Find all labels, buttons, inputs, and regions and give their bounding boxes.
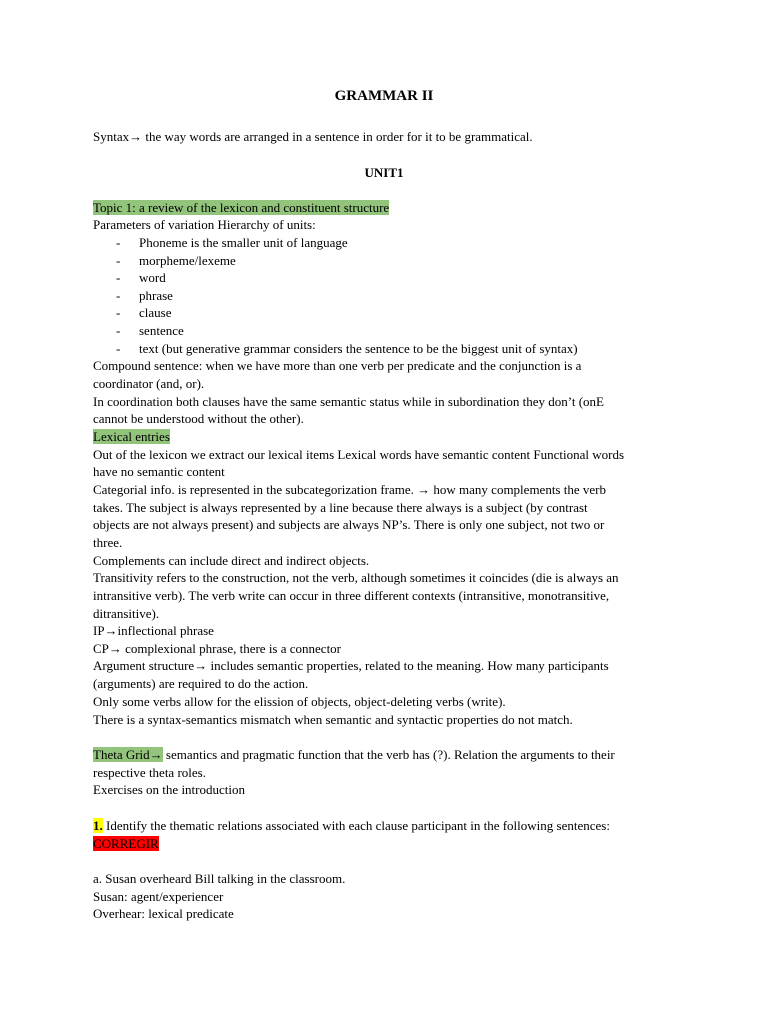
ip-line: IP→inflectional phrase <box>93 623 214 638</box>
argument-line-2: (arguments) are required to do the action. <box>93 676 309 691</box>
elision-line: Only some verbs allow for the elission of objects, object-deleting verbs (write). <box>93 694 506 709</box>
exercise-1-number: 1. <box>93 818 103 833</box>
compound-line-1: Compound sentence: when we have more than one verb per predicate and the conjunction is a <box>93 358 582 373</box>
list-item: text (but generative grammar considers the sentence to be the biggest unit of syntax) <box>139 341 578 356</box>
bullet-dash: - <box>116 270 121 285</box>
theta-grid-highlight: Theta Grid→ <box>93 747 163 762</box>
bullet-dash: - <box>116 235 121 250</box>
theta-grid-text: semantics and pragmatic function that the verb has (?). Relation the arguments to their <box>162 747 615 762</box>
params-line: Parameters of variation Hierarchy of units: <box>93 217 316 232</box>
susan-line: Susan: agent/experiencer <box>93 889 224 904</box>
lexical-entries-highlight: Lexical entries <box>93 429 170 444</box>
list-item: phrase <box>139 288 173 303</box>
exercise-1-text: Identify the thematic relations associated with each clause participant in the following sentences: <box>102 818 610 833</box>
theta-grid-line <box>93 746 615 764</box>
categorial-line-2: takes. The subject is always represented by a line because there always is a subject (by contrast <box>93 500 588 515</box>
categorial-line-3: objects are not always present) and subjects are always NP’s. There is only one subject, not two or <box>93 517 605 532</box>
argument-line-1: Argument structure→ includes semantic properties, related to the meaning. How many participants <box>93 658 609 673</box>
bullet-dash: - <box>116 253 121 268</box>
lexicon-line-1: Out of the lexicon we extract our lexical items Lexical words have semantic content Functional words <box>93 447 625 462</box>
overhear-line: Overhear: lexical predicate <box>93 906 234 921</box>
categorial-line-4: three. <box>93 535 123 550</box>
list-item: sentence <box>139 323 184 338</box>
lexical-entries-heading <box>93 428 170 446</box>
bullet-dash: - <box>116 341 121 356</box>
topic1-heading <box>93 199 389 217</box>
complements-line: Complements can include direct and indirect objects. <box>93 553 370 568</box>
corregir-highlight: CORREGIR <box>93 836 159 851</box>
transitivity-line-1: Transitivity refers to the construction, not the verb, although sometimes it coincides (die is always an <box>93 570 619 585</box>
theta-line-2: respective theta roles. <box>93 765 206 780</box>
categorial-line-1: Categorial info. is represented in the subcategorization frame. → how many complements the verb <box>93 482 606 497</box>
topic1-highlight: Topic 1: a review of the lexicon and constituent structure <box>93 200 390 215</box>
unit-heading: UNIT1 <box>364 165 404 180</box>
syntax-definition: Syntax→ the way words are arranged in a sentence in order for it to be grammatical. <box>93 129 533 144</box>
transitivity-line-2: intransitive verb). The verb write can occur in three different contexts (intransitive, monotransitive, <box>93 588 610 603</box>
bullet-dash: - <box>116 288 121 303</box>
list-item: word <box>139 270 166 285</box>
exercises-line: Exercises on the introduction <box>93 782 245 797</box>
coordination-line-2: cannot be understood without the other). <box>93 411 304 426</box>
exercise-1-line <box>93 817 610 835</box>
list-item: clause <box>139 305 172 320</box>
mismatch-line: There is a syntax-semantics mismatch when semantic and syntactic properties do not match. <box>93 712 573 727</box>
lexicon-line-2: have no semantic content <box>93 464 225 479</box>
corregir-line <box>93 835 159 853</box>
bullet-dash: - <box>116 323 121 338</box>
list-item: Phoneme is the smaller unit of language <box>139 235 348 250</box>
coordination-line-1: In coordination both clauses have the same semantic status while in subordination they don’t (onE <box>93 394 604 409</box>
list-item: morpheme/lexeme <box>139 253 236 268</box>
sentence-a: a. Susan overheard Bill talking in the classroom. <box>93 871 346 886</box>
transitivity-line-3: ditransitive). <box>93 606 160 621</box>
cp-line: CP→ complexional phrase, there is a connector <box>93 641 342 656</box>
compound-line-2: coordinator (and, or). <box>93 376 205 391</box>
document-title: GRAMMAR II <box>334 88 434 104</box>
bullet-dash: - <box>116 305 121 320</box>
